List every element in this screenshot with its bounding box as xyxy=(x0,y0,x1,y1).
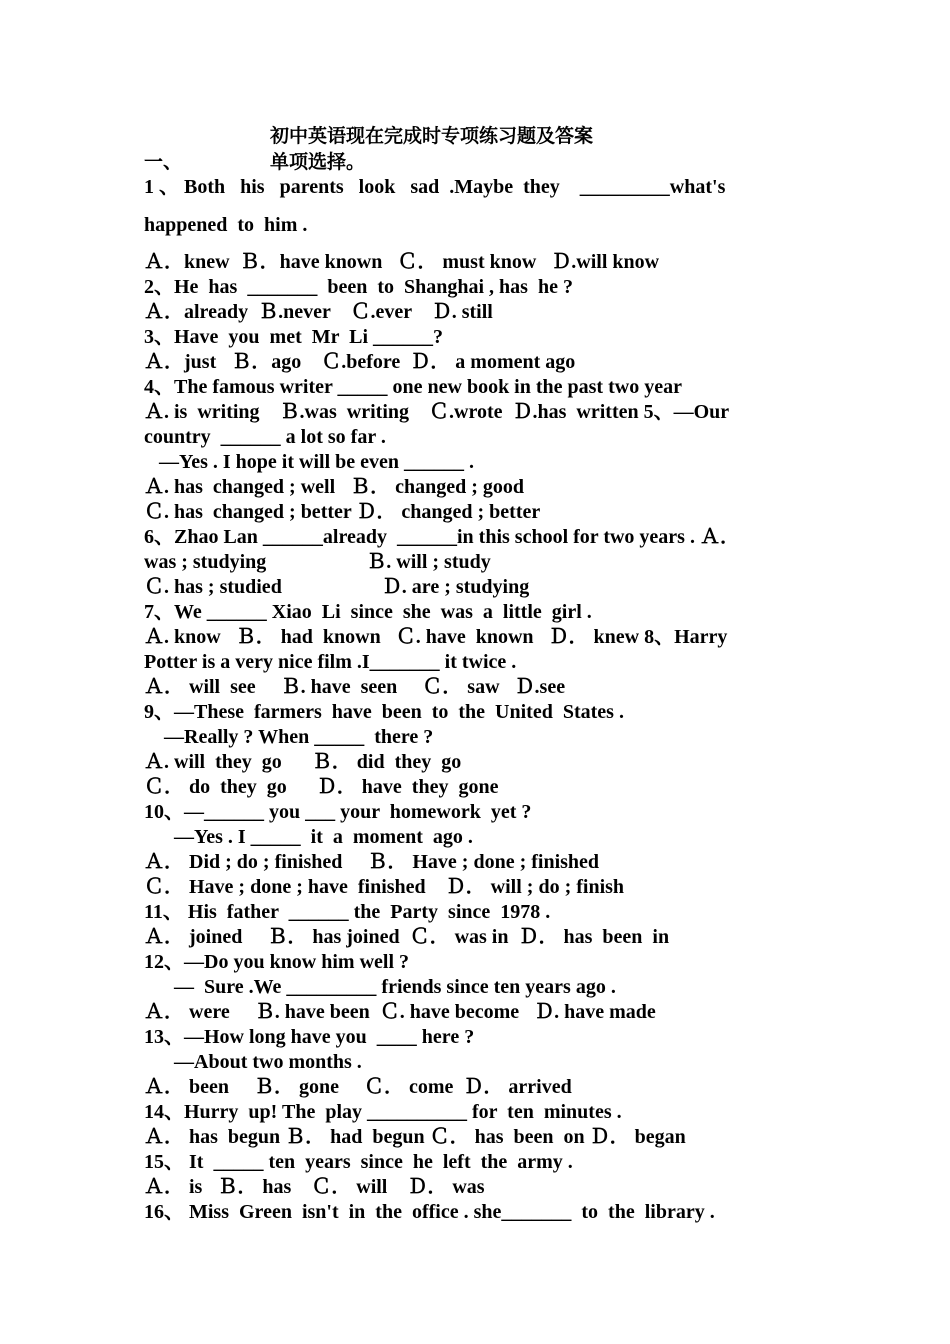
question-line: Ａ. is writing Ｂ.was writing Ｃ.wrote Ｄ.has written 5、—Our xyxy=(144,401,730,423)
question-line: 11、 His father ______ the Party since 1978 . xyxy=(144,901,551,923)
question-line: 3、Have you met Mr Li ______? xyxy=(144,326,444,348)
question-line: 9、—These farmers have been to the United States . xyxy=(144,701,624,723)
question-line: country ______ a lot so far . xyxy=(144,426,386,448)
question-line: Ａ. has changed ; well Ｂ． changed ; good xyxy=(144,476,525,498)
question-line: —Really ? When _____ there ? xyxy=(144,726,434,748)
question-line: 6、Zhao Lan ______already ______in this school for two years . Ａ． xyxy=(144,526,740,548)
question-line: Ａ．just Ｂ．ago Ｃ.before Ｄ． a moment ago xyxy=(144,351,576,373)
question-line: happened to him . xyxy=(144,214,308,236)
question-line: Ａ．knew Ｂ．have known Ｃ． must know Ｄ.will know xyxy=(144,251,660,273)
question-line: 2、He has _______ been to Shanghai , has he ? xyxy=(144,276,573,298)
question-line: Ａ． has begun Ｂ． had begun Ｃ． has been on Ｄ． began xyxy=(144,1126,686,1148)
question-line: 10、—______ you ___ your homework yet ? xyxy=(144,801,532,823)
question-line: 4、The famous writer _____ one new book in the past two year xyxy=(144,376,682,398)
question-line: Ａ．already Ｂ.never Ｃ.ever Ｄ. still xyxy=(144,301,493,323)
question-line: 14、Hurry up! The play __________ for ten minutes . xyxy=(144,1101,622,1123)
page-title: 初中英语现在完成时专项练习题及答案 xyxy=(270,125,594,147)
question-line: —Yes . I hope it will be even ______ . xyxy=(144,451,474,473)
question-line: Ａ． joined Ｂ． has joined Ｃ． was in Ｄ． has been in xyxy=(144,926,670,948)
question-line: 13、—How long have you ____ here ? xyxy=(144,1026,475,1048)
question-line: Ａ． were Ｂ. have been Ｃ. have become Ｄ. have made xyxy=(144,1001,656,1023)
question-line: —About two months . xyxy=(144,1051,362,1073)
question-line: Ｃ. has changed ; better Ｄ． changed ; better xyxy=(144,501,541,523)
question-line: was ; studying Ｂ. will ; study xyxy=(144,551,491,573)
question-line: Potter is a very nice film .I_______ it twice . xyxy=(144,651,517,673)
question-line: — Sure .We _________ friends since ten years ago . xyxy=(144,976,616,998)
question-line: Ｃ． Have ; done ; have finished Ｄ． will ; do ; finish xyxy=(144,876,625,898)
question-line: Ａ. know Ｂ． had known Ｃ. have known Ｄ． knew 8、Harry xyxy=(144,626,728,648)
section-number: 一、 xyxy=(144,151,183,173)
question-line: 1 、 Both his parents look sad .Maybe they _________what's xyxy=(144,176,726,198)
question-line: 7、We ______ Xiao Li since she was a little girl . xyxy=(144,601,592,623)
question-line: Ａ． will see Ｂ. have seen Ｃ． saw Ｄ.see xyxy=(144,676,566,698)
question-line: 12、—Do you know him well ? xyxy=(144,951,410,973)
question-line: —Yes . I _____ it a moment ago . xyxy=(144,826,473,848)
question-line: Ｃ. has ; studied Ｄ. are ; studying xyxy=(144,576,530,598)
question-line: Ｃ． do they go Ｄ． have they gone xyxy=(144,776,499,798)
question-line: 15、 It _____ ten years since he left the army . xyxy=(144,1151,573,1173)
question-line: Ａ． Did ; do ; finished Ｂ． Have ; done ; finished xyxy=(144,851,600,873)
question-line: Ａ． is Ｂ． has Ｃ． will Ｄ． was xyxy=(144,1176,485,1198)
question-line: Ａ． been Ｂ． gone Ｃ． come Ｄ． arrived xyxy=(144,1076,572,1098)
question-line: 16、 Miss Green isn't in the office . she_______ to the library . xyxy=(144,1201,715,1223)
question-line: Ａ. will they go Ｂ． did they go xyxy=(144,751,462,773)
section-label: 单项选择。 xyxy=(270,151,366,173)
